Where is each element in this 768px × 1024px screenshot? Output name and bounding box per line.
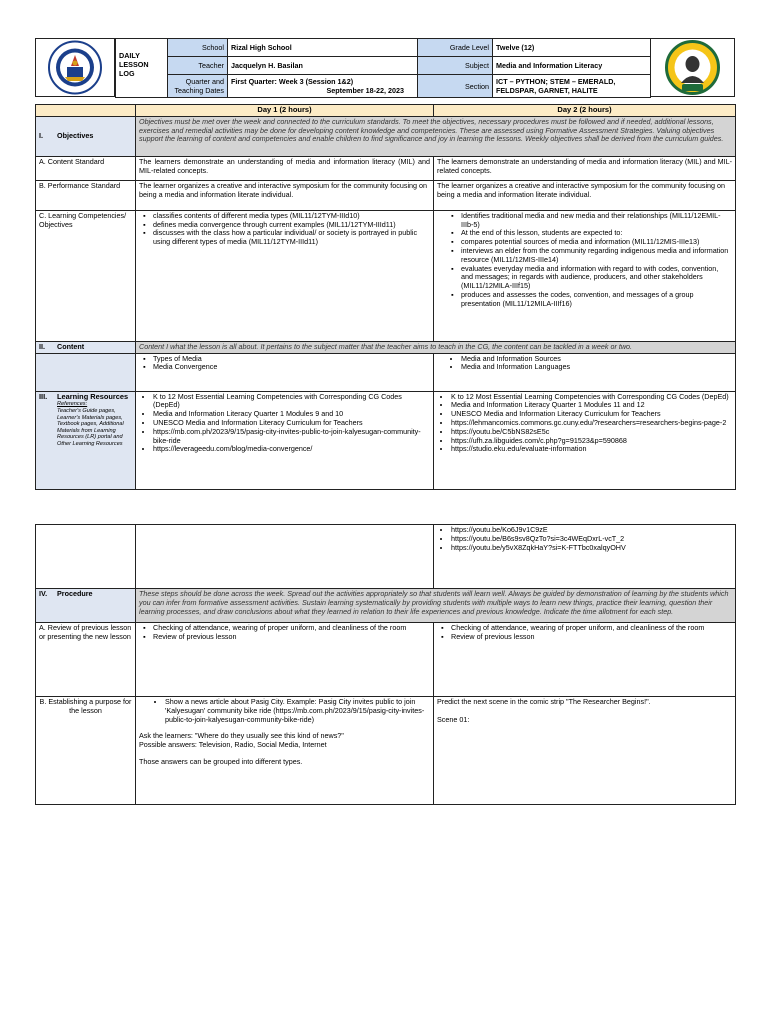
grade-level-label: Grade Level — [418, 39, 493, 57]
review-label: A. Review of previous lesson or presenting the new lesson — [36, 623, 136, 697]
day1-header: Day 1 (2 hours) — [136, 105, 434, 117]
content-note: Content I what the lesson is all about. It pertains to the subject matter that the teacher aims to teach in the CG, the content can be tackled in a week or two. — [136, 341, 736, 353]
list-item: • Show a news article about Pasig City. Example: Pasig City invites public to join 'Kalyesugan' community bike ride (https://mb.com.ph/2023/9/15/pasig-city-invites-public-to-join-kalyesugan-community-bike-ride) — [165, 698, 430, 724]
list-item: ▪ evaluates everyday media and information with regard to with codes, convention, and messages; in regards with audience, producers, and other stakeholders (MIL11/12MILA-IIIf15) — [461, 265, 732, 291]
objectives-label: I. Objectives — [36, 116, 136, 156]
deped-logo-box — [35, 38, 115, 97]
references-label: References: — [57, 401, 88, 408]
header-table — [115, 38, 651, 98]
list-item: • Media and Information Sources — [461, 355, 732, 364]
rizal-logo-box — [650, 38, 735, 97]
school-value: Rizal High School — [228, 39, 418, 57]
list-item: • https://youtu.be/Ko6J9v1C9zE — [451, 526, 732, 535]
purpose-day2 — [434, 697, 736, 805]
list-item: ▪ compares potential sources of media and information (MIL11/12MIS-IIIe13) — [461, 238, 732, 247]
performance-standard-label: B. Performance Standard — [36, 180, 136, 210]
content-blank-cell — [36, 353, 136, 391]
list-item: • https://youtu.be/B6s9sv8QzTo?si=3c4WEqDxrL-vcT_2 — [451, 535, 732, 544]
purpose-group: Those answers can be grouped into different types. — [139, 756, 303, 766]
references-items: Teacher's Guide pages, Learner's Materials pages, Textbook pages, Additional Materials from Learning Resources (LR) portal and Other Learning Resources — [57, 407, 124, 447]
grade-level-value: Twelve (12) — [493, 39, 651, 57]
section-value: ICT – PYTHON; STEM – EMERALD, FELDSPAR, GARNET, HALITE — [493, 75, 651, 98]
lesson-table-page-1 — [35, 104, 736, 490]
continued-blank-day1 — [136, 525, 434, 589]
deped-seal-icon — [36, 39, 114, 96]
list-item: • https://studio.eku.edu/evaluate-information — [451, 445, 732, 454]
subject-label: Subject — [418, 57, 493, 75]
purpose-day1 — [136, 697, 434, 805]
list-item: • Media and Information Literacy Quarter 1 Modules 11 and 12 — [451, 401, 732, 410]
teacher-label: Teacher — [168, 57, 228, 75]
rizal-high-school-seal-icon — [651, 39, 734, 96]
purpose-scene: Scene 01: — [437, 714, 470, 724]
objectives-note: Objectives must be met over the week and connected to the curriculum standards. To meet the objectives, necessary procedures must be followed and if needed, additional lessons, exercises and remedial activities may be done for developing content knowledge and competencies. These are assessed using Formative Assessment Strategies. Valuing objectives support the learning of content and competencies and enable children to find significance and joy in learning the lessons. Weekly objectives shall be derived from the curriculum guides. — [136, 116, 736, 156]
list-item: ▪ Checking of attendance, wearing of proper uniform, and cleanliness of the room — [153, 624, 430, 633]
learning-resources-day2 — [434, 391, 736, 489]
list-item: ▪ Types of Media — [153, 355, 430, 364]
learning-resources-label: III. Learning Resources References: Teacher's Guide pages, Learner's Materials pages, Textbook pages, Additional Materials from Learning Resources (LR) portal and Other Learning Resources — [36, 391, 136, 489]
list-item: • UNESCO Media and Information Literacy Curriculum for Teachers — [153, 419, 430, 428]
list-item: • https://lehmancomics.commons.gc.cuny.edu/?researchers=researchers-begins-page-2 — [451, 419, 732, 428]
teacher-value: Jacquelyn H. Basilan — [228, 57, 418, 75]
list-item: • https://leverageedu.com/blog/media-convergence/ — [153, 445, 430, 454]
purpose-label: B. Establishing a purpose for the lesson — [36, 697, 136, 805]
list-item: • https://mb.com.ph/2023/9/15/pasig-city-invites-public-to-join-kalyesugan-community-bike-ride — [153, 428, 430, 446]
learning-resources-day2-continued — [434, 525, 736, 589]
learning-resources-day1 — [136, 391, 434, 489]
list-item: ▪ interviews an elder from the community regarding indigenous media and information resource (MIL11/12MIS-IIIe14) — [461, 247, 732, 265]
list-item: ▪ Identifies traditional media and new media and their relationships (MIL11/12EMIL-IIIb-5) — [461, 212, 732, 230]
list-item: ▪ Checking of attendance, wearing of proper uniform, and cleanliness of the room — [451, 624, 732, 633]
procedure-label: IV. Procedure — [36, 589, 136, 623]
learning-competencies-day2 — [434, 210, 736, 341]
list-item: ▪ Review of previous lesson — [451, 633, 732, 642]
list-item: • K to 12 Most Essential Learning Competencies with Corresponding CG Codes (DepEd) — [451, 393, 732, 402]
procedure-note: These steps should be done across the week. Spread out the activities appropriately so that students will learn well. Always be guided by demonstration of learning by the students which you can infer from formative assessment activities. Sustain learning systematically by providing students with multiple ways to learn new things, practice their learning, question their learning processes, and draw conclusions about what they learned in relation to their life experiences and previous knowledge. Indicate the time allotment for each step. — [136, 589, 736, 623]
quarter-label: Quarter and Teaching Dates — [168, 75, 228, 98]
purpose-predict: Predict the next scene in the comic strip "The Researcher Begins!". — [437, 697, 651, 706]
subject-value: Media and Information Literacy — [493, 57, 651, 75]
list-item: • https://ufh.za.libguides.com/c.php?g=91523&p=590868 — [451, 437, 732, 446]
list-item: • K to 12 Most Essential Learning Competencies with Corresponding CG Codes (DepEd) — [153, 393, 430, 411]
list-item: ▪ Review of previous lesson — [153, 633, 430, 642]
content-day1 — [136, 353, 434, 391]
content-standard-day1: The learners demonstrate an understanding of media and information literacy (MIL) and MIL-related concepts. — [136, 156, 434, 180]
school-label: School — [168, 39, 228, 57]
purpose-ask: Ask the learners: "Where do they usually see this kind of news?" — [139, 731, 344, 741]
performance-standard-day1: The learner organizes a creative and interactive symposium for the community focusing on being a media and information literate individual. — [136, 180, 434, 210]
list-item: • UNESCO Media and Information Literacy Curriculum for Teachers — [451, 410, 732, 419]
learning-competencies-day1 — [136, 210, 434, 341]
content-day2 — [434, 353, 736, 391]
list-item: • https://youtu.be/C5bNS82sE5c — [451, 428, 732, 437]
list-item: ▪ Media Convergence — [153, 363, 430, 372]
content-standard-day2: The learners demonstrate an understanding of media and information literacy (MIL) and MIL-related concepts. — [434, 156, 736, 180]
section-label: Section — [418, 75, 493, 98]
list-item: ▪ At the end of this lesson, students are expected to: — [461, 229, 732, 238]
purpose-answers: Possible answers: Television, Radio, Social Media, Internet — [139, 740, 327, 750]
list-item: ▪ defines media convergence through current examples (MIL11/12TYM-IIId11) — [153, 221, 430, 230]
list-item: • Media and Information Literacy Quarter 1 Modules 9 and 10 — [153, 410, 430, 419]
learning-competencies-label: C. Learning Competencies/ Objectives — [36, 210, 136, 341]
blank-header-cell — [36, 105, 136, 117]
review-day2 — [434, 623, 736, 697]
list-item: • https://youtu.be/y5vX8ZqkHaY?si=K-FTTbc0xalqyOHV — [451, 544, 732, 553]
list-item: • Media and Information Languages — [461, 363, 732, 372]
list-item: ▪ produces and assesses the codes, convention, and messages of a group presentation (MIL11/12MILA-IIIf16) — [461, 291, 732, 309]
quarter-value: First Quarter: Week 3 (Session 1&2) September 18-22, 2023 — [228, 75, 418, 98]
content-label: II. Content — [36, 341, 136, 353]
performance-standard-day2: The learner organizes a creative and interactive symposium for the community focusing on being a media and information literate individual. — [434, 180, 736, 210]
daily-lesson-log-title: DAILY LESSON LOG — [116, 39, 168, 98]
list-item: ▪ discusses with the class how a particular individual/ or society is portrayed in public using different types of media (MIL11/12TYM-IIId11) — [153, 229, 430, 247]
review-day1 — [136, 623, 434, 697]
list-item: ▪ classifies contents of different media types (MIL11/12TYM-IIId10) — [153, 212, 430, 221]
lesson-table-page-2 — [35, 524, 736, 805]
day2-header: Day 2 (2 hours) — [434, 105, 736, 117]
continued-blank-label — [36, 525, 136, 589]
content-standard-label: A. Content Standard — [36, 156, 136, 180]
